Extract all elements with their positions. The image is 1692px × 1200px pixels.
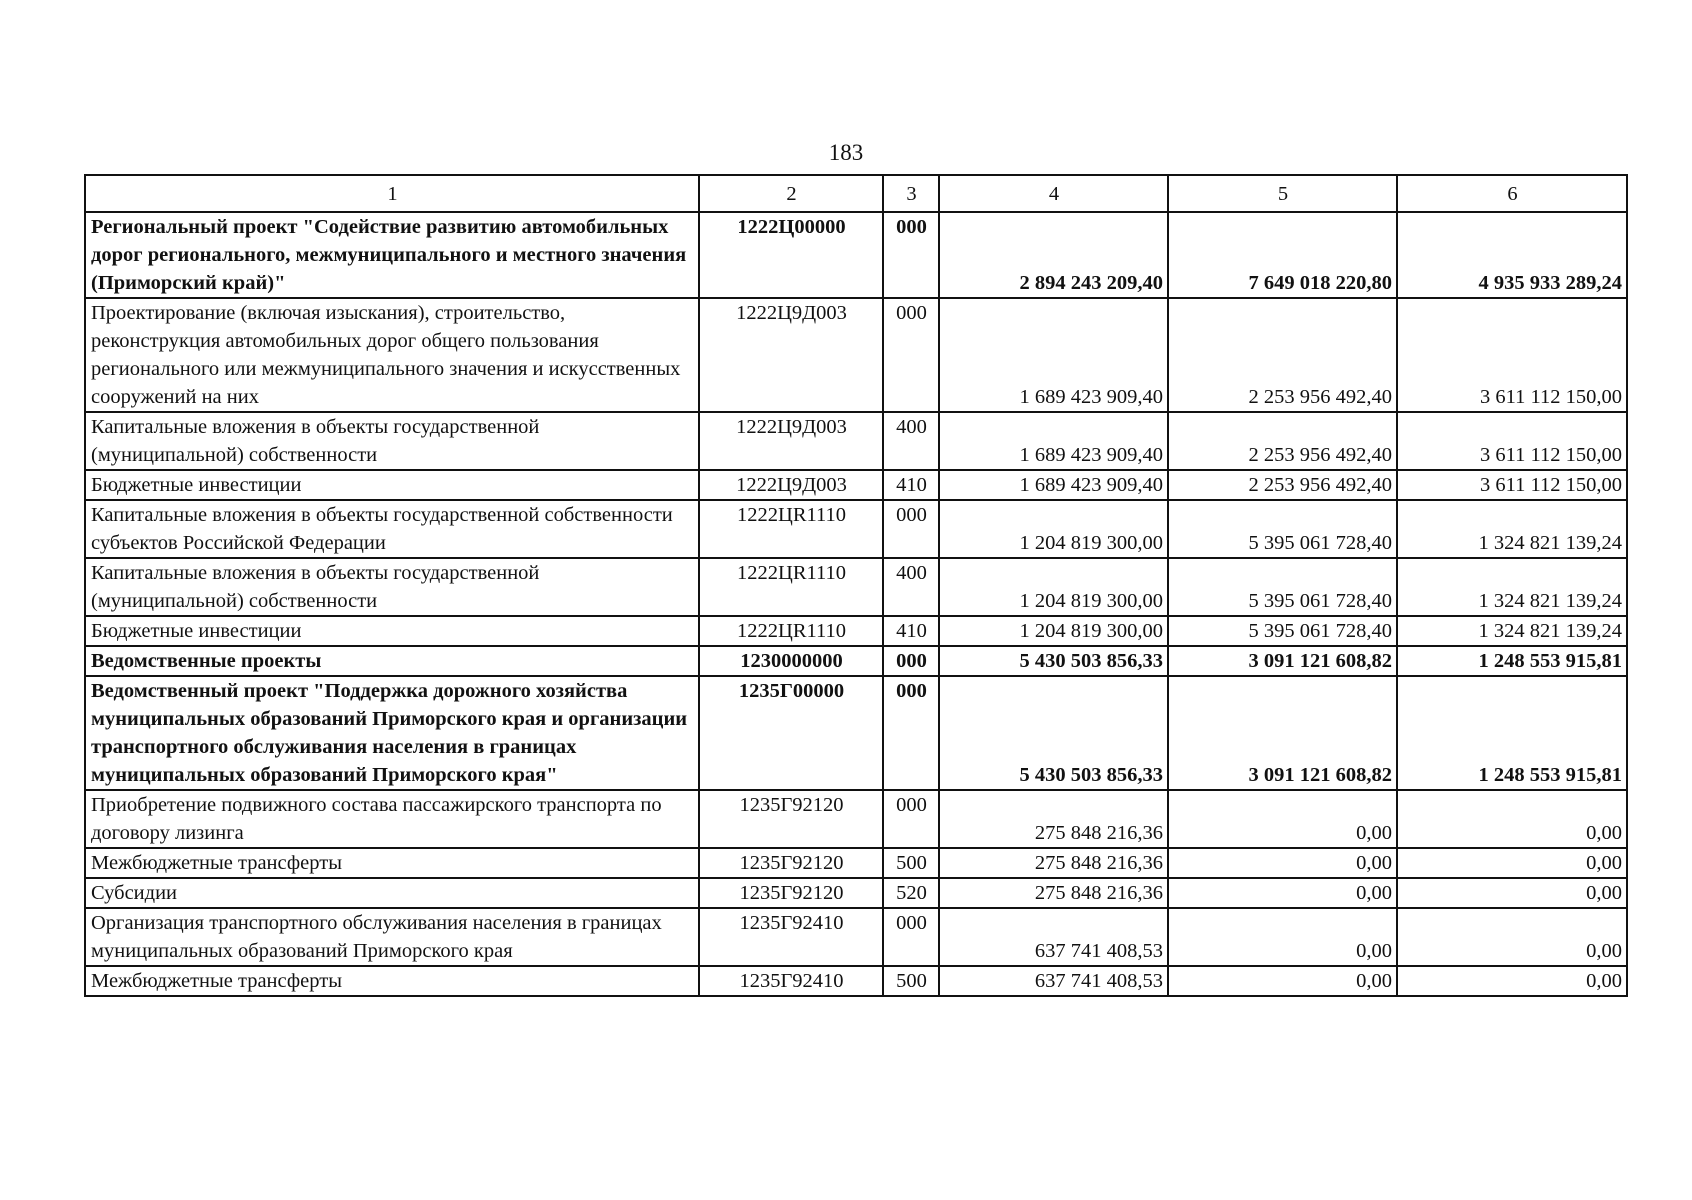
amount-col5-cell: 5 395 061 728,40: [1168, 500, 1397, 558]
table-row: [85, 298, 1627, 412]
amount-col5-cell: 0,00: [1168, 790, 1397, 848]
target-code-cell: 1235Г92120: [699, 878, 883, 908]
table-row: [85, 848, 1627, 878]
amount-col6-cell: 3 611 112 150,00: [1397, 412, 1627, 470]
amount-col6-cell: 0,00: [1397, 790, 1627, 848]
amount-col4-cell: 637 741 408,53: [939, 966, 1168, 996]
table-row: [85, 908, 1627, 966]
amount-col5-cell: 2 253 956 492,40: [1168, 470, 1397, 500]
amount-col6-cell: 0,00: [1397, 966, 1627, 996]
expense-type-cell: 000: [883, 676, 939, 790]
amount-col6-cell: 4 935 933 289,24: [1397, 212, 1627, 298]
column-header-row: [85, 175, 1627, 212]
expense-type-cell: 520: [883, 878, 939, 908]
target-code-cell: 1235Г00000: [699, 676, 883, 790]
table-row: [85, 470, 1627, 500]
target-code-cell: 1222Ц9Д003: [699, 470, 883, 500]
target-code-cell: 1235Г92120: [699, 790, 883, 848]
expense-type-cell: 410: [883, 616, 939, 646]
column-header: 6: [1397, 175, 1627, 212]
column-header: 1: [85, 175, 699, 212]
expense-type-cell: 000: [883, 646, 939, 676]
table-row: [85, 676, 1627, 790]
row-name-cell: Капитальные вложения в объекты государственной собственности субъектов Российской Федерации: [85, 500, 699, 558]
target-code-cell: 1222Ц9Д003: [699, 298, 883, 412]
amount-col6-cell: 0,00: [1397, 878, 1627, 908]
page-number: 183: [828, 140, 864, 165]
amount-col4-cell: 1 689 423 909,40: [939, 470, 1168, 500]
amount-col5-cell: 7 649 018 220,80: [1168, 212, 1397, 298]
expense-type-cell: 000: [883, 212, 939, 298]
table-row: [85, 412, 1627, 470]
table-row: [85, 966, 1627, 996]
expense-type-cell: 500: [883, 966, 939, 996]
row-name-cell: Ведомственные проекты: [85, 646, 699, 676]
amount-col4-cell: 275 848 216,36: [939, 878, 1168, 908]
amount-col4-cell: 1 204 819 300,00: [939, 500, 1168, 558]
amount-col4-cell: 637 741 408,53: [939, 908, 1168, 966]
amount-col4-cell: 5 430 503 856,33: [939, 676, 1168, 790]
expense-type-cell: 410: [883, 470, 939, 500]
expense-type-cell: 000: [883, 908, 939, 966]
expense-type-cell: 400: [883, 558, 939, 616]
expense-type-cell: 000: [883, 790, 939, 848]
amount-col4-cell: 1 689 423 909,40: [939, 412, 1168, 470]
row-name-cell: Межбюджетные трансферты: [85, 966, 699, 996]
column-header: 2: [699, 175, 883, 212]
target-code-cell: 1222ЦR1110: [699, 616, 883, 646]
column-header: 4: [939, 175, 1168, 212]
expense-type-cell: 000: [883, 298, 939, 412]
amount-col5-cell: 3 091 121 608,82: [1168, 646, 1397, 676]
row-name-cell: Капитальные вложения в объекты государственной (муниципальной) собственности: [85, 412, 699, 470]
column-header: 3: [883, 175, 939, 212]
expense-type-cell: 500: [883, 848, 939, 878]
target-code-cell: 1222ЦR1110: [699, 558, 883, 616]
row-name-cell: Проектирование (включая изыскания), строительство, реконструкция автомобильных дорог общего пользования регионального или межмуниципального значения и искусственных сооружений на них: [85, 298, 699, 412]
amount-col5-cell: 0,00: [1168, 848, 1397, 878]
target-code-cell: 1222Ц00000: [699, 212, 883, 298]
table-row: [85, 790, 1627, 848]
table-row: [85, 212, 1627, 298]
row-name-cell: Организация транспортного обслуживания населения в границах муниципальных образований Приморского края: [85, 908, 699, 966]
row-name-cell: Субсидии: [85, 878, 699, 908]
amount-col4-cell: 275 848 216,36: [939, 848, 1168, 878]
target-code-cell: 1235Г92410: [699, 966, 883, 996]
amount-col6-cell: 3 611 112 150,00: [1397, 298, 1627, 412]
amount-col6-cell: 1 324 821 139,24: [1397, 616, 1627, 646]
table-row: [85, 616, 1627, 646]
amount-col5-cell: 0,00: [1168, 878, 1397, 908]
amount-col6-cell: 3 611 112 150,00: [1397, 470, 1627, 500]
amount-col5-cell: 5 395 061 728,40: [1168, 558, 1397, 616]
row-name-cell: Приобретение подвижного состава пассажирского транспорта по договору лизинга: [85, 790, 699, 848]
amount-col6-cell: 1 248 553 915,81: [1397, 646, 1627, 676]
amount-col5-cell: 2 253 956 492,40: [1168, 298, 1397, 412]
amount-col6-cell: 0,00: [1397, 908, 1627, 966]
table-row: [85, 646, 1627, 676]
row-name-cell: Капитальные вложения в объекты государственной (муниципальной) собственности: [85, 558, 699, 616]
target-code-cell: 1235Г92120: [699, 848, 883, 878]
amount-col4-cell: 1 204 819 300,00: [939, 558, 1168, 616]
target-code-cell: 1235Г92410: [699, 908, 883, 966]
amount-col4-cell: 2 894 243 209,40: [939, 212, 1168, 298]
amount-col5-cell: 2 253 956 492,40: [1168, 412, 1397, 470]
amount-col4-cell: 1 689 423 909,40: [939, 298, 1168, 412]
amount-col5-cell: 5 395 061 728,40: [1168, 616, 1397, 646]
expense-type-cell: 000: [883, 500, 939, 558]
amount-col5-cell: 3 091 121 608,82: [1168, 676, 1397, 790]
table-row: [85, 558, 1627, 616]
row-name-cell: Бюджетные инвестиции: [85, 616, 699, 646]
row-name-cell: Региональный проект "Содействие развитию автомобильных дорог регионального, межмуниципального и местного значения (Приморский край)": [85, 212, 699, 298]
expense-type-cell: 400: [883, 412, 939, 470]
amount-col6-cell: 1 324 821 139,24: [1397, 558, 1627, 616]
table-row: [85, 500, 1627, 558]
row-name-cell: Ведомственный проект "Поддержка дорожного хозяйства муниципальных образований Приморского края и организации транспортного обслуживания населения в границах муниципальных образований Приморского края": [85, 676, 699, 790]
amount-col4-cell: 1 204 819 300,00: [939, 616, 1168, 646]
amount-col6-cell: 0,00: [1397, 848, 1627, 878]
amount-col4-cell: 5 430 503 856,33: [939, 646, 1168, 676]
amount-col5-cell: 0,00: [1168, 908, 1397, 966]
table-row: [85, 878, 1627, 908]
row-name-cell: Межбюджетные трансферты: [85, 848, 699, 878]
target-code-cell: 1222Ц9Д003: [699, 412, 883, 470]
target-code-cell: 1230000000: [699, 646, 883, 676]
amount-col6-cell: 1 324 821 139,24: [1397, 500, 1627, 558]
budget-table: [84, 174, 1628, 997]
column-header: 5: [1168, 175, 1397, 212]
row-name-cell: Бюджетные инвестиции: [85, 470, 699, 500]
amount-col6-cell: 1 248 553 915,81: [1397, 676, 1627, 790]
amount-col4-cell: 275 848 216,36: [939, 790, 1168, 848]
amount-col5-cell: 0,00: [1168, 966, 1397, 996]
target-code-cell: 1222ЦR1110: [699, 500, 883, 558]
